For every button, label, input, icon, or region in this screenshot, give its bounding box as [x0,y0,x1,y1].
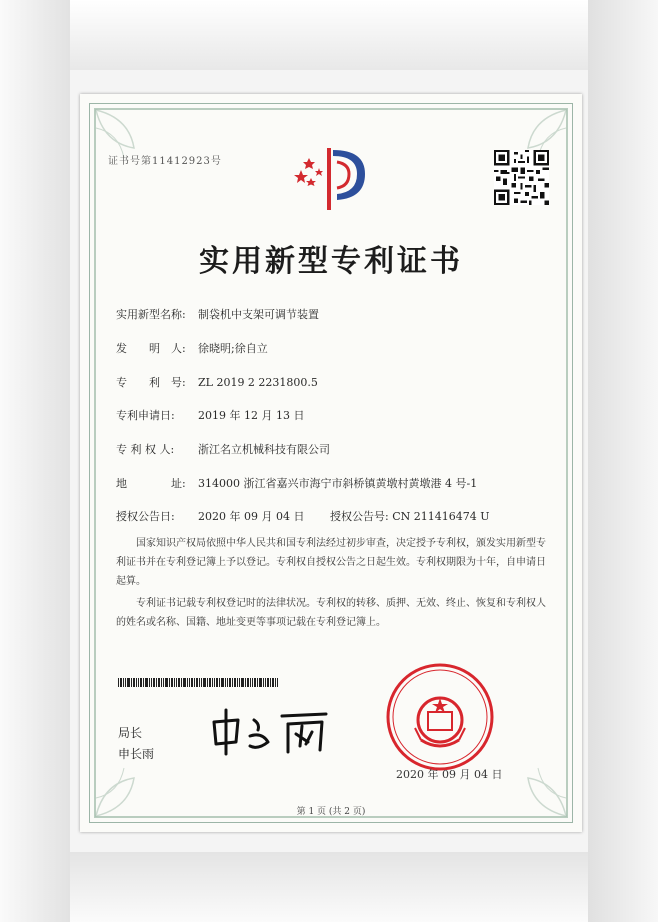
page-number: 第 1 页 (共 2 页) [296,807,366,817]
certificate-number: 证书号第11412923号 [108,156,222,167]
qr-code-icon [494,150,549,205]
field-label: 专利申请日: [116,409,175,422]
frame-bevel-right [588,0,658,922]
field-label: 地 址: [116,477,186,490]
field-row-grant-date [116,508,304,524]
field-label: 发 明 人: [116,342,186,355]
field-label: 专 利 权 人: [116,443,175,456]
barcode-icon [118,678,278,687]
certificate-paper [80,94,582,832]
field-label: 授权公告日: [116,510,175,523]
field-label: 授权公告号: [330,510,389,523]
director-name: 申长雨 [118,747,155,761]
seal-date: 2020 年 09 月 04 日 [396,768,503,781]
cnipa-logo-icon [285,144,377,214]
official-seal-icon [385,662,495,772]
field-value: CN 211416474 U [392,510,490,523]
field-label: 专 利 号: [116,376,186,389]
field-row-patent-number [116,374,318,390]
certificate-title: 实用新型专利证书 [199,244,463,279]
director-signature [208,706,338,756]
legal-paragraph-2: 专利证书记载专利权登记时的法律状况。专利权的转移、质押、无效、终止、恢复和专利权人的姓名或名称、国籍、地址变更等事项记载在专利登记簿上。 [116,598,546,628]
field-row-patentee [116,441,330,457]
field-value: 浙江名立机械科技有限公司 [198,443,330,456]
field-value: 314000 浙江省嘉兴市海宁市斜桥镇黄墩村黄墩港 4 号-1 [198,477,478,490]
field-value: 2020 年 09 月 04 日 [198,510,305,523]
field-row-address [116,475,477,491]
director-title: 局长 [118,726,143,740]
field-value: 制袋机中支架可调节装置 [198,308,319,321]
frame-bevel-top [0,0,658,70]
field-row-inventor [116,340,268,356]
field-value: ZL 2019 2 2231800.5 [198,376,318,389]
field-label: 实用新型名称: [116,308,186,321]
legal-paragraph-1: 国家知识产权局依照中华人民共和国专利法经过初步审查，决定授予专利权，颁发实用新型专利证书并在专利登记簿上予以登记。专利权自授权公告之日起生效。专利权期限为十年，自申请日起算。 [116,538,546,587]
frame-bevel-bottom [0,852,658,922]
field-value: 2019 年 12 月 13 日 [198,409,305,422]
field-row-name [116,306,319,322]
field-row-grant-number [330,508,490,524]
field-row-application-date [116,407,304,423]
corner-ornament-top-left [94,108,164,178]
frame-bevel-left [0,0,70,922]
field-value: 徐晓明;徐自立 [198,342,268,355]
